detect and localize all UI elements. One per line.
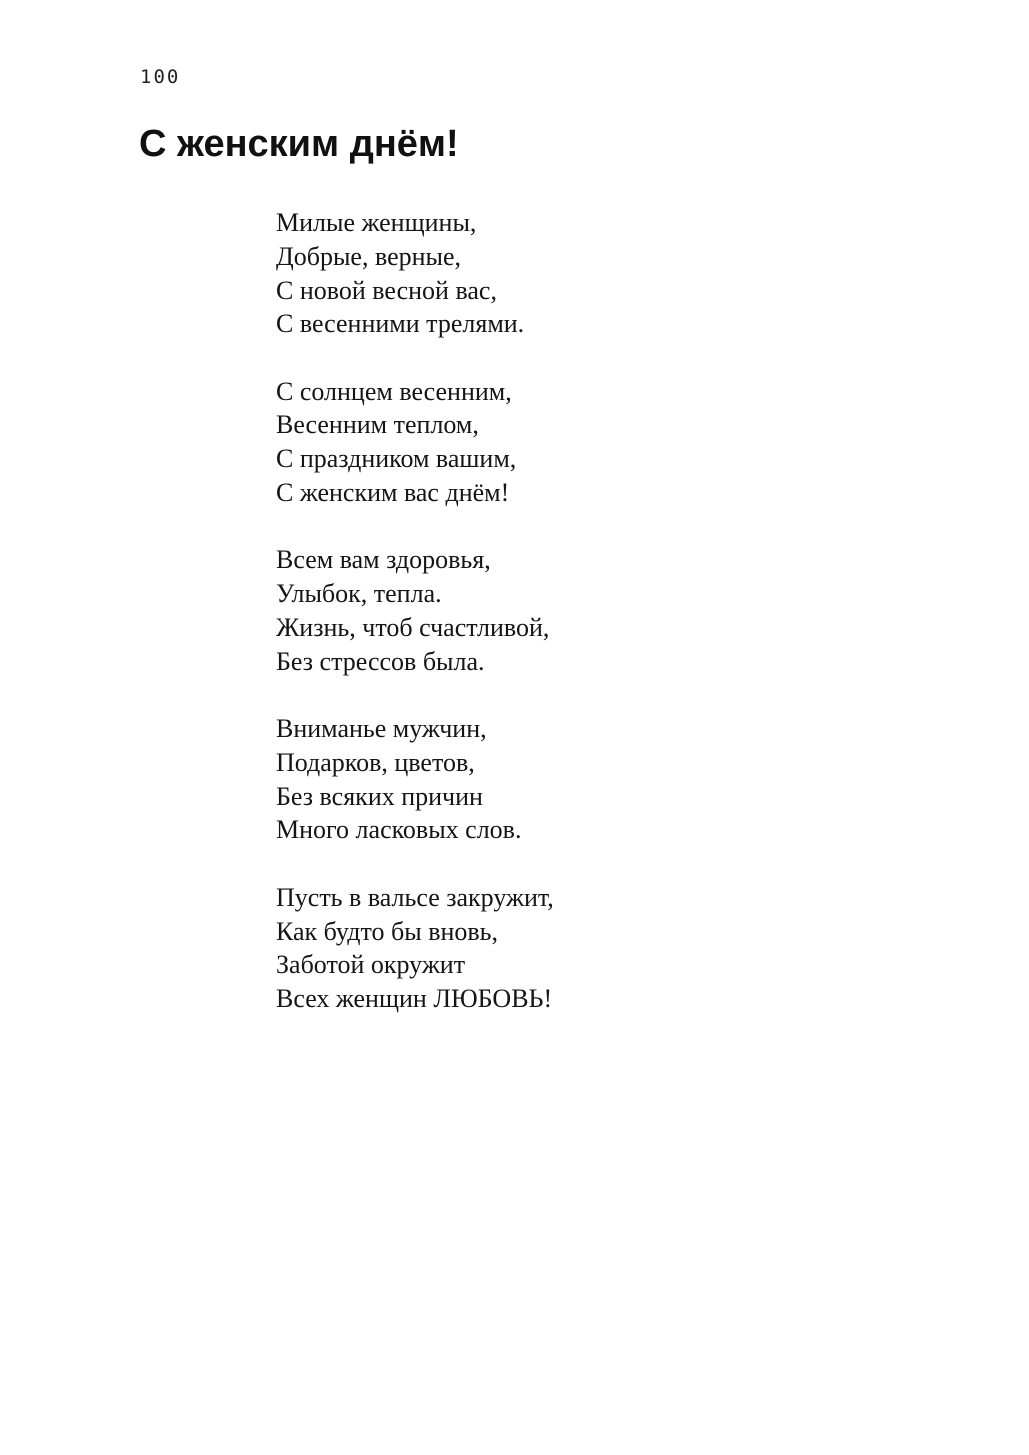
poem-line: Пусть в вальсе закружит, (276, 882, 554, 912)
poem-line: С солнцем весенним, (276, 376, 512, 406)
poem-line: Жизнь, чтоб счастливой, (276, 612, 550, 642)
poem-line: Весенним теплом, (276, 410, 479, 440)
stanza-4 (276, 712, 554, 847)
poem-line: Без стрессов была. (276, 646, 485, 676)
poem-line: Улыбок, тепла. (276, 579, 442, 609)
poem-line: Всем вам здоровья, (276, 545, 491, 575)
stanza-2 (276, 375, 554, 510)
poem-line: Вниманье мужчин, (276, 714, 487, 744)
stanza-3 (276, 543, 554, 678)
poem-line: С весенними трелями. (276, 309, 525, 339)
poem-line: С праздником вашим, (276, 444, 517, 474)
poem-line: Добрые, верные, (276, 241, 462, 271)
poem-line: Всех женщин ЛЮБОВЬ! (276, 984, 553, 1014)
poem-line: Милые женщины, (276, 208, 477, 237)
poem-line: Много ласковых слов. (276, 815, 522, 845)
poem-line: Подарков, цветов, (276, 747, 475, 777)
stanza-5 (276, 881, 554, 1016)
poem-line: Как будто бы вновь, (276, 916, 499, 946)
poem-line: С женским вас днём! (276, 478, 510, 508)
poem-line: С новой весной вас, (276, 275, 497, 305)
poem-body (276, 206, 554, 1049)
page-number: 100 (140, 66, 181, 88)
stanza-1 (276, 206, 554, 341)
poem-line: Заботой окружит (276, 950, 466, 980)
poem-line: Без всяких причин (276, 781, 483, 811)
poem-title: С женским днём! (139, 123, 459, 165)
